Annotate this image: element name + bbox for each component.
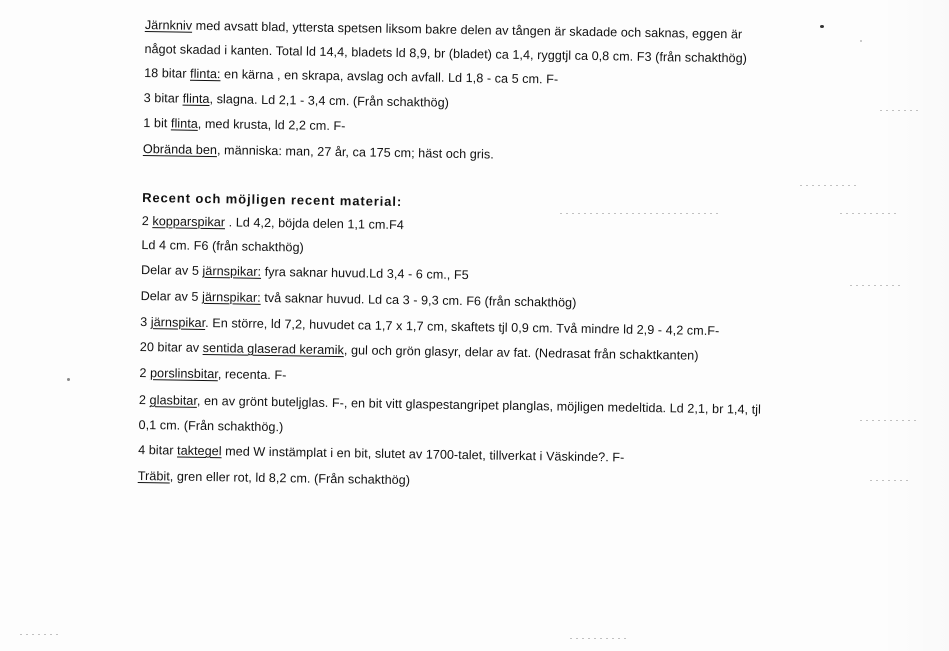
text-line [141, 238, 304, 255]
text-span: . Ld 4,2, böjda delen 1,1 cm.F4 [225, 215, 404, 233]
text-span: 2 [138, 392, 150, 408]
text-span: Ld 4 cm. F6 (från schakthög) [141, 237, 304, 255]
text-span: Recent och möjligen recent material: [142, 189, 403, 210]
text-span: , människa: man, 27 år, ca 175 cm; häst och gris. [216, 143, 494, 162]
text-line [143, 142, 494, 162]
underlined-term: järnspikar: [201, 289, 261, 305]
text-span: fyra saknar huvud.Ld 3,4 - 6 cm., F5 [261, 264, 469, 283]
text-line [144, 91, 449, 110]
scan-artifact [560, 213, 720, 214]
text-span: två saknar huvud. Ld ca 3 - 9,3 cm. F6 (från schakthög) [260, 290, 577, 310]
text-span: 2 [141, 213, 153, 229]
text-span: Delar av 5 [140, 262, 203, 278]
text-line [145, 18, 743, 41]
underlined-term: Obrända ben [142, 141, 218, 158]
scan-speck [860, 40, 862, 42]
text-line [142, 214, 404, 232]
scan-artifact [880, 110, 920, 111]
text-span: 4 bitar [138, 442, 178, 458]
text-span: , slagna. Ld 2,1 - 3,4 cm. (Från schakthög) [209, 92, 450, 110]
text-line [138, 443, 624, 465]
text-span: , gren eller rot, ld 8,2 cm. (Från schakthög) [169, 469, 411, 488]
text-span: 3 bitar [143, 90, 183, 106]
text-span: 2 [139, 365, 151, 381]
text-line [140, 340, 699, 363]
text-line [143, 116, 345, 133]
scan-artifact [850, 285, 900, 286]
underlined-term: Träbit [137, 468, 170, 484]
text-line [138, 418, 283, 434]
text-span: 3 [140, 314, 151, 330]
underlined-term: flinta [170, 116, 198, 131]
underlined-term: järnspikar [150, 315, 206, 330]
text-span: , recenta. F- [217, 367, 287, 383]
scan-speck [820, 25, 824, 28]
text-span: , med krusta, ld 2,2 cm. F- [197, 116, 346, 134]
text-line [139, 393, 761, 417]
text-span: 18 bitar [144, 65, 191, 81]
underlined-term: kopparspikar [152, 214, 226, 230]
underlined-term: porslinsbitar [149, 366, 218, 382]
text-line [140, 315, 719, 338]
text-span: 1 bit [143, 115, 172, 131]
text-line [144, 42, 747, 65]
text-span: . En större, ld 7,2, huvudet ca 1,7 x 1,7 cm, skaftets tjl 0,9 cm. Två mindre ld 2,9 - 4,2 cm.F- [205, 315, 720, 339]
scan-artifact [800, 185, 860, 186]
scan-speck [67, 378, 70, 381]
underlined-term: taktegel [177, 443, 222, 459]
underlined-term: järnspikar: [202, 263, 262, 279]
scan-shadow [879, 0, 949, 651]
underlined-term: glasbitar [149, 393, 198, 408]
scan-artifact [20, 634, 60, 635]
underlined-term: sentida glaserad keramik [202, 340, 345, 358]
scan-artifact [570, 638, 630, 639]
text-line [144, 66, 558, 87]
text-line [138, 469, 410, 487]
scan-artifact [860, 420, 920, 421]
underlined-term: flinta: [189, 66, 221, 82]
scan-artifact [840, 213, 900, 214]
text-span: med avsatt blad, yttersta spetsen liksom bakre delen av tången är skadade och saknas, eggen är [192, 18, 743, 42]
text-span: med W instämplat i en bit, slutet av 1700-talet, tillverkat i Väskinde?. F- [221, 444, 625, 465]
text-line [141, 263, 469, 282]
text-span: , en av grönt buteljglas. F-, en bit vitt glaspestangripet planglas, möjligen medeltida. Ld 2,1, br 1,4, tjl [196, 393, 762, 417]
text-span: , gul och grön glasyr, delar av fat. (Nedrasat från schaktkanten) [343, 343, 699, 363]
text-span: Delar av 5 [140, 288, 203, 304]
underlined-term: flinta [182, 91, 210, 107]
underlined-term: Järnkniv [144, 18, 193, 33]
text-span: en kärna , en skrapa, avslag och avfall. Ld 1,8 - ca 5 cm. F- [220, 67, 559, 87]
text-line [141, 289, 577, 310]
scan-artifact [870, 480, 910, 481]
text-span: något skadad i kanten. Total ld 14,4, bladets ld 8,9, br (bladet) ca 1,4, ryggtjl ca 0,8 cm. F3 (från schakthög) [144, 41, 748, 66]
document-body [137, 18, 865, 488]
text-line [139, 366, 286, 382]
text-span: 20 bitar av [139, 339, 203, 355]
text-span: 0,1 cm. (Från schakthög.) [138, 417, 284, 435]
section-heading [142, 190, 402, 209]
